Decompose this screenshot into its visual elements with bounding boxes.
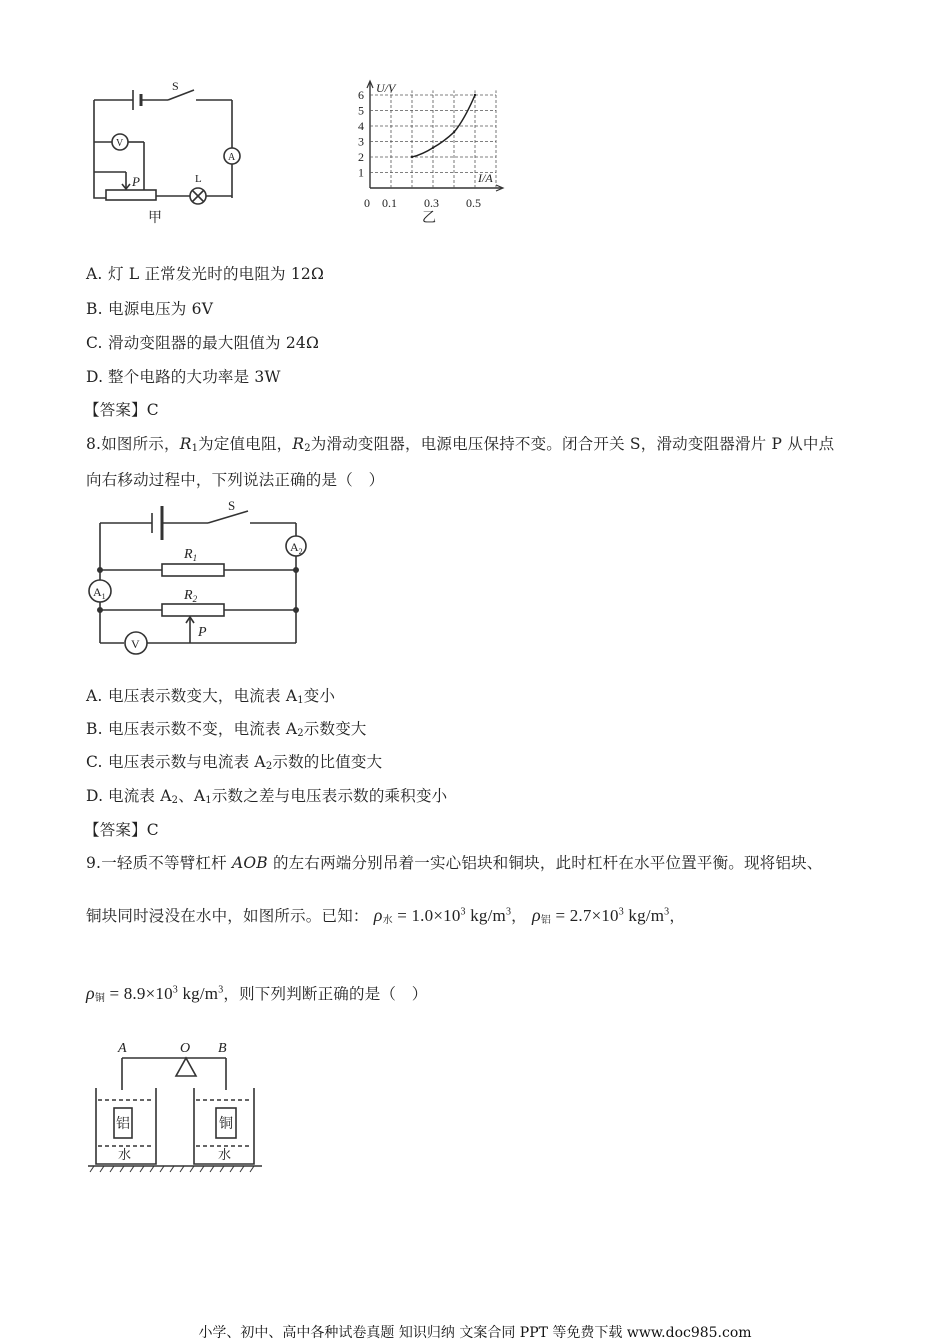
x-tick-label: 0: [364, 196, 370, 210]
y-tick-label: 2: [358, 150, 364, 164]
q7-option-d: D. 整个电路的大功率是 3W: [86, 368, 281, 386]
figure-7-circuit: [86, 78, 246, 226]
q7-option-b: B. 电源电压为 6V: [86, 300, 214, 318]
q9-stem-line3: $\rho_铜 = 8.9\times 10^3$ $kg/m^3$，则下列判断正确的是（ ）: [86, 983, 428, 1004]
x-axis-label: I/A: [478, 171, 493, 185]
ui-data-point: [453, 131, 455, 133]
figure-7-ui-graph: [326, 76, 512, 226]
ui-data-point: [411, 156, 413, 158]
point-a-label: A: [118, 1041, 127, 1056]
ui-data-point: [432, 147, 434, 149]
switch-label: S: [228, 498, 236, 513]
q9-stem-line1: 9.一轻质不等臂杠杆 AOB 的左右两端分别吊着一实心铝块和铜块，此时杠杆在水平位置平衡。现将铝块、: [86, 854, 823, 872]
figure-caption-jia: 甲: [148, 211, 162, 226]
q7-option-c: C. 滑动变阻器的最大阻值为 24Ω: [86, 334, 320, 352]
ammeter-a1-label: $A_1$: [93, 585, 106, 601]
resistor-r2-label: $R_2$: [184, 588, 198, 604]
aluminum-block-label: 铝: [116, 1117, 130, 1132]
q9-stem-line2: 铜块同时浸没在水中，如图所示。已知： $\rho_水 = 1.0\times 10^3$ $kg/m^3$， $\rho_铝 = 2.7\times 10^3$ $kg/m^3$，: [86, 905, 686, 926]
q7-option-a: A. 灯 L 正常发光时的电阻为 12Ω: [86, 265, 325, 283]
point-b-label: B: [218, 1041, 227, 1056]
rho-water-formula: $\rho_水 = 1.0\times 10^3$ $kg/m^3$: [373, 905, 512, 926]
y-tick-label: 3: [358, 134, 364, 149]
copper-block-label: 铜: [219, 1117, 233, 1132]
q8-stem-line2: 向右移动过程中，下列说法正确的是（ ）: [86, 471, 385, 489]
y-tick-label: 1: [358, 165, 364, 180]
pivot-o-label: O: [180, 1041, 191, 1056]
q8-answer: 【答案】C: [84, 821, 159, 839]
page-footer: 小学、初中、高中各种试卷真题 知识归纳 文案合同 PPT 等免费下载 www.doc985.com: [198, 1325, 752, 1341]
water-label-left: 水: [118, 1147, 132, 1162]
ammeter-label: A: [228, 152, 236, 163]
q8-option-d: D. 电流表 $A_2$、$A_1$示数之差与电压表示数的乘积变小: [86, 787, 448, 806]
figure-9-lever: [86, 1036, 266, 1176]
q8-option-b: B. 电压表示数不变，电流表 $A_2$示数变大: [86, 720, 367, 739]
x-tick-label: 0.3: [424, 196, 439, 210]
rho-aluminum-formula: $\rho_铝 = 2.7\times 10^3$ $kg/m^3$: [531, 905, 670, 926]
voltmeter-label: V: [131, 637, 140, 651]
switch-label: S: [172, 79, 179, 93]
slider-label: P: [132, 174, 140, 189]
lamp-label: L: [195, 173, 202, 185]
q7-answer: 【答案】C: [84, 401, 159, 419]
y-axis-label: U/V: [376, 81, 396, 95]
x-tick-label: 0.1: [382, 196, 397, 210]
water-label-right: 水: [218, 1147, 232, 1162]
resistor-r1-label: $R_1$: [184, 547, 198, 563]
y-tick-label: 4: [358, 119, 364, 133]
ammeter-a2-label: $A_2$: [290, 540, 303, 556]
voltmeter-label: V: [116, 138, 124, 149]
y-tick-label: 5: [358, 103, 364, 118]
x-tick-label: 0.5: [466, 196, 481, 210]
q8-option-c: C. 电压表示数与电流表 $A_2$示数的比值变大: [86, 753, 383, 772]
figure-caption-yi: 乙: [422, 211, 436, 226]
q8-stem-line1: 8.如图所示，$R_1$为定值电阻，$R_2$为滑动变阻器，电源电压保持不变。闭合开关 S，滑动变阻器滑片 P 从中点: [86, 435, 835, 454]
slider-label: P: [198, 625, 207, 640]
ui-data-point: [474, 94, 476, 96]
y-tick-label: 6: [358, 88, 364, 102]
rho-copper-formula: $\rho_铜 = 8.9\times 10^3$ $kg/m^3$: [86, 983, 224, 1004]
figure-8-circuit: [86, 498, 316, 658]
q8-option-a: A. 电压表示数变大，电流表 $A_1$变小: [86, 687, 336, 706]
